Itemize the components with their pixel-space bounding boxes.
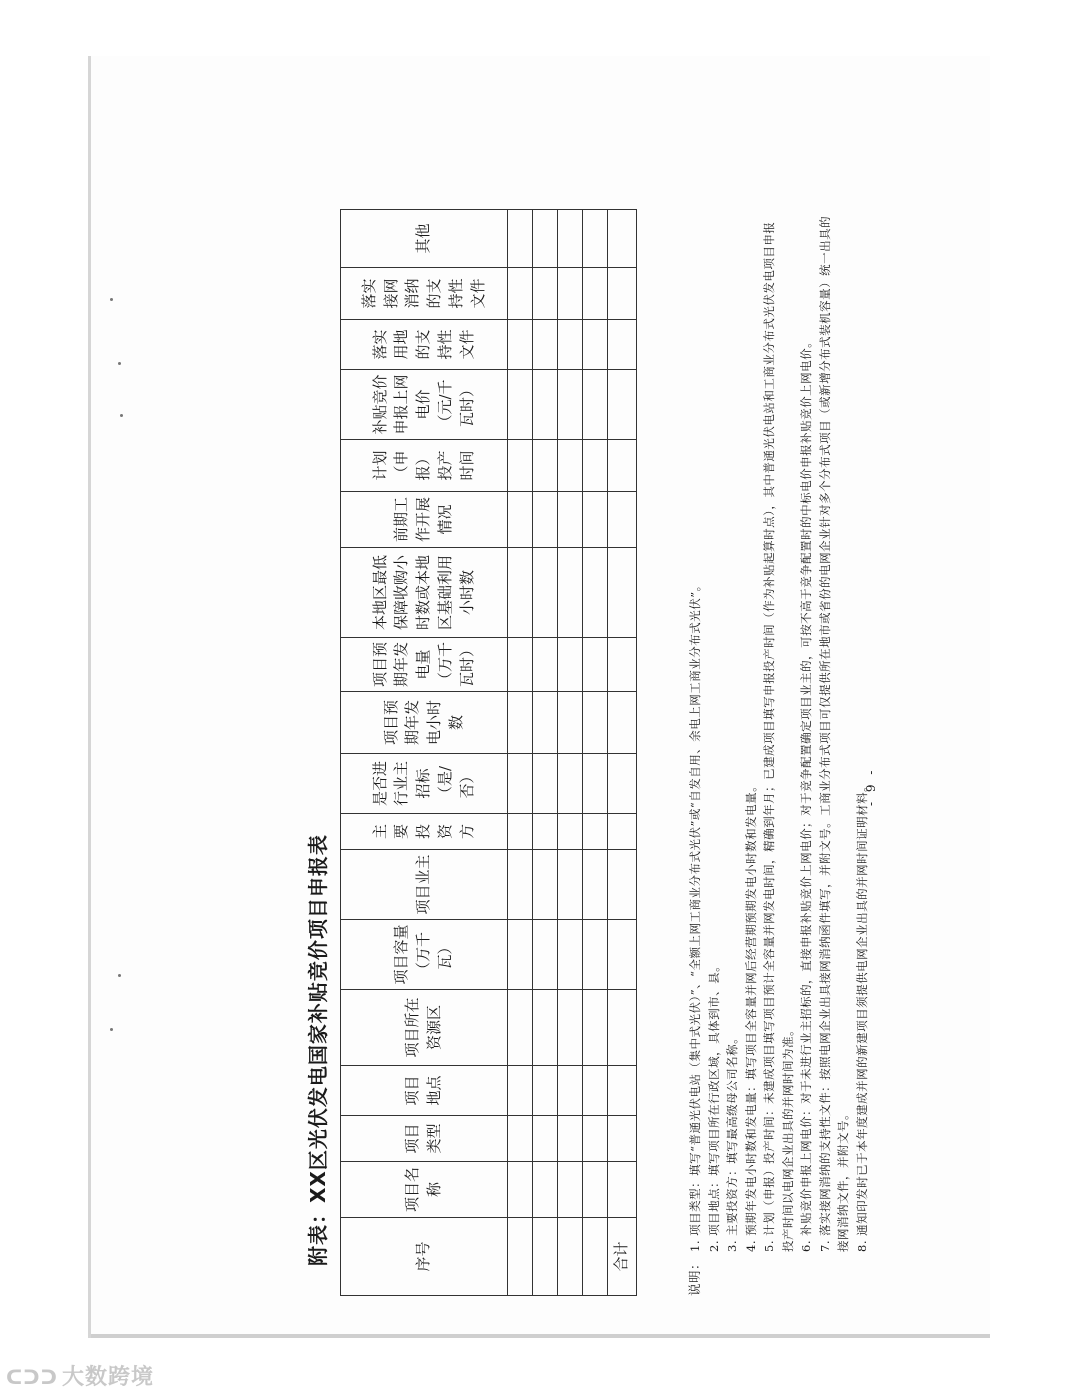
document-title: 附表：XX区光伏发电国家补贴竞价项目申报表: [306, 834, 330, 1266]
col-header: 主要投资方: [341, 814, 508, 850]
table-row: [508, 210, 533, 1296]
table-cell: [508, 440, 533, 492]
table-cell: [583, 440, 608, 492]
table-cell: [608, 1116, 637, 1162]
table-cell: [533, 638, 558, 692]
table-cell: [583, 210, 608, 268]
col-header: 本地区最低保障收购小时数或本地区基础利用小时数: [341, 548, 508, 638]
table-cell: [558, 814, 583, 850]
table-cell: [608, 268, 637, 320]
table-cell: [583, 1116, 608, 1162]
table-cell: [583, 1066, 608, 1116]
col-header: 其他: [341, 210, 508, 268]
table-cell: [558, 850, 583, 920]
scan-speck: [118, 362, 121, 365]
table-cell: [583, 1162, 608, 1218]
table-cell: [533, 440, 558, 492]
table-cell: [533, 492, 558, 548]
table-cell: [508, 692, 533, 754]
watermark: [6, 1360, 154, 1391]
header-row: [341, 210, 508, 1296]
table-cell: [558, 692, 583, 754]
table-cell: [558, 268, 583, 320]
table-cell: [508, 210, 533, 268]
notes-section: [686, 210, 871, 1296]
col-header: 项目类型: [341, 1116, 508, 1162]
rotated-content: [288, 206, 888, 1326]
watermark-text: 大数跨境: [61, 1365, 154, 1390]
table-cell: [608, 210, 637, 268]
table-cell: [558, 1218, 583, 1296]
note-item: 4. 预期年发电小时数和发电量：填写项目全容量并网后经营期预期发电小时数和发电量。: [743, 779, 758, 1252]
table-cell: [508, 548, 533, 638]
table-cell: [558, 370, 583, 440]
col-header: 是否进行业主招标（是/否）: [341, 754, 508, 814]
col-header: 项目容量（万千瓦）: [341, 920, 508, 990]
table-cell: [533, 210, 558, 268]
total-label: 合计: [608, 1218, 637, 1296]
table-cell: [608, 370, 637, 440]
table-cell: [508, 1066, 533, 1116]
col-header: 项目预期年发电小时数: [341, 692, 508, 754]
table-cell: [508, 990, 533, 1066]
watermark-logo-icon: ᑕᑐᑐ: [6, 1365, 58, 1389]
table-cell: [583, 638, 608, 692]
notes-lead: 说明：: [687, 1256, 702, 1296]
table-cell: [533, 814, 558, 850]
table-cell: [583, 990, 608, 1066]
table-cell: [508, 268, 533, 320]
table-cell: [508, 1116, 533, 1162]
table-cell: [558, 638, 583, 692]
note-item: 7. 落实接网消纳的支持性文件：按照电网企业出具接网消纳函件填写，并附文号。工商业分布式项目可仅提供所在地市或省份的电网企业针对多个分布式项目（或新增分布式装机容量）统一出具的接网消纳文件，并附文号。: [817, 215, 850, 1252]
table-cell: [608, 990, 637, 1066]
table-cell: [533, 1116, 558, 1162]
table-cell: [533, 548, 558, 638]
table-cell: [558, 320, 583, 370]
table-cell: [533, 1218, 558, 1296]
col-header: 补贴竞价申报上网电价（元/千瓦时）: [341, 370, 508, 440]
table-cell: [508, 754, 533, 814]
scan-speck: [110, 1028, 113, 1031]
table-cell: [608, 638, 637, 692]
table-cell: [558, 492, 583, 548]
table-cell: [533, 320, 558, 370]
table-cell: [583, 370, 608, 440]
table-cell: [558, 440, 583, 492]
table-cell: [533, 1162, 558, 1218]
note-item: 3. 主要投资方：填写最高级母公司名称。: [725, 1031, 739, 1252]
col-header: 项目所在资源区: [341, 990, 508, 1066]
col-header: 项目预期年发电量（万千瓦时）: [341, 638, 508, 692]
table-cell: [508, 320, 533, 370]
table-cell: [508, 1218, 533, 1296]
note-item: 8. 通知印发时已于本年度建成并网的新建项目须提供电网企业出具的并网时间证明材料。: [854, 779, 869, 1252]
note-item: 2. 项目地点：填写项目所在行政区域，具体到市、县。: [706, 959, 721, 1252]
table-cell: [558, 1162, 583, 1218]
table-cell: [583, 850, 608, 920]
table-cell: [608, 692, 637, 754]
scan-speck: [110, 298, 113, 301]
table-cell: [608, 548, 637, 638]
table-cell: [533, 1066, 558, 1116]
table-cell: [558, 754, 583, 814]
col-header: 落实接网消纳的支持性文件: [341, 268, 508, 320]
total-row: [608, 210, 637, 1296]
table-cell: [583, 692, 608, 754]
notes-list: [686, 210, 871, 1296]
table-cell: [558, 548, 583, 638]
table-cell: [558, 1066, 583, 1116]
col-header: 落实用地的支持性文件: [341, 320, 508, 370]
scanned-page: [88, 56, 990, 1338]
table-cell: [583, 320, 608, 370]
table-cell: [558, 920, 583, 990]
table-cell: [608, 440, 637, 492]
table-cell: [583, 814, 608, 850]
table-cell: [533, 370, 558, 440]
table-cell: [533, 268, 558, 320]
col-header: 项目地点: [341, 1066, 508, 1116]
table-cell: [583, 920, 608, 990]
col-header: 序号: [341, 1218, 508, 1296]
page-number: - 9 -: [864, 767, 878, 806]
table-cell: [508, 370, 533, 440]
table-cell: [608, 492, 637, 548]
table-cell: [608, 920, 637, 990]
table-cell: [508, 492, 533, 548]
table-body: [508, 210, 637, 1296]
table-cell: [583, 548, 608, 638]
table-cell: [508, 850, 533, 920]
table-cell: [533, 850, 558, 920]
col-header: 项目业主: [341, 850, 508, 920]
scan-speck: [120, 414, 123, 417]
table-cell: [533, 990, 558, 1066]
table-row: [558, 210, 583, 1296]
table-cell: [508, 638, 533, 692]
table-cell: [533, 692, 558, 754]
table-cell: [508, 814, 533, 850]
table-cell: [608, 1162, 637, 1218]
col-header: 前期工作开展情况: [341, 492, 508, 548]
table-cell: [533, 920, 558, 990]
col-header: 项目名称: [341, 1162, 508, 1218]
table-cell: [608, 850, 637, 920]
scan-speck: [118, 974, 121, 977]
application-table: [340, 209, 637, 1296]
table-cell: [558, 210, 583, 268]
table-cell: [533, 754, 558, 814]
table-cell: [608, 814, 637, 850]
table-cell: [508, 920, 533, 990]
table-cell: [558, 1116, 583, 1162]
table-cell: [508, 1162, 533, 1218]
note-item: 5. 计划（申报）投产时间：未建成项目填写项目预计全容量并网发电时间，精确到年月；已建成项目填写申报投产时间（作为补贴起算时点），其中普通光伏电站和工商业分布式光伏发电项目申报投产时间以电网企业出具的并网时间为准。: [762, 221, 795, 1252]
note-item: 6. 补贴竞价申报上网电价：对于未进行业主招标的，直接申报补贴竞价上网电价；对于竞争配置确定项目业主的，可按不高于竞争配置时的中标电价申报补贴竞价上网电价。: [799, 335, 813, 1252]
table-cell: [583, 1218, 608, 1296]
table-cell: [558, 990, 583, 1066]
note-item: 1. 项目类型：填写“普通光伏电站（集中式光伏）”、“全额上网工商业分布式光伏”或“自发自用、余电上网工商业分布式光伏”。: [688, 579, 702, 1252]
table-row: [583, 210, 608, 1296]
table-cell: [583, 268, 608, 320]
table-row: [533, 210, 558, 1296]
table-cell: [608, 754, 637, 814]
table-cell: [608, 320, 637, 370]
table-cell: [583, 754, 608, 814]
table-cell: [583, 492, 608, 548]
col-header: 计划（申报）投产时间: [341, 440, 508, 492]
table-cell: [608, 1066, 637, 1116]
